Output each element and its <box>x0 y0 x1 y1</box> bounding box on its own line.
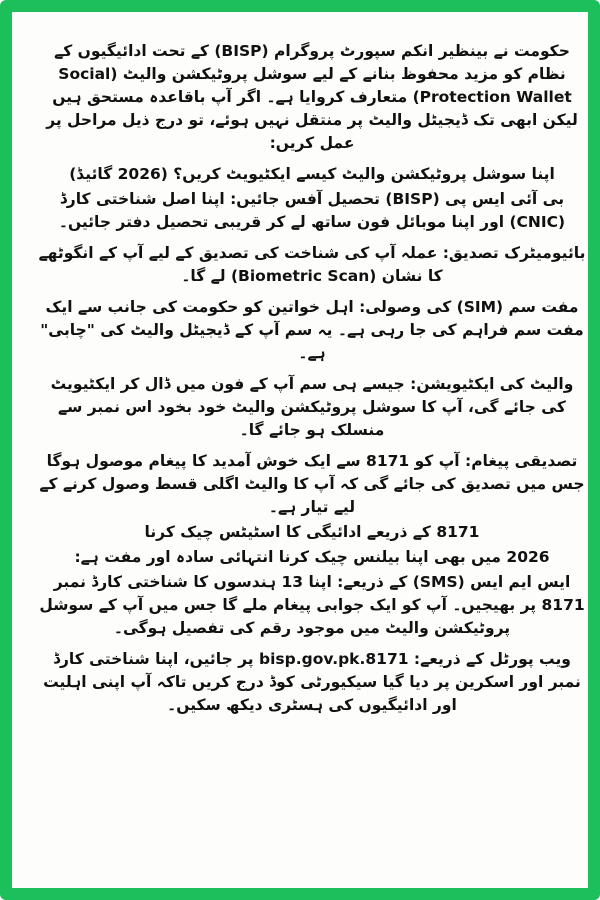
step-biometric: بائیومیٹرک تصدیق: عملہ آپ کی شناخت کی تصدیق کے لیے آپ کے انگوٹھے کا نشان (Biometric Scan) لے گا۔ <box>38 244 586 285</box>
step-confirmation-message: تصدیقی پیغام: آپ کو 8171 سے ایک خوش آمدید کا پیغام موصول ہوگا جس میں تصدیق کی جائے گی کہ آپ کا والیٹ اگلی قسط وصول کرنے کے لیے تیار ہے۔ <box>39 452 585 516</box>
method-web-portal: ویب پورٹل کے ذریعے: bisp.gov.pk.8171 پر جائیں، اپنا شناختی کارڈ نمبر اور اسکرین پر دیا گیا سیکیورٹی کوڈ درج کریں تاکہ آپ اپنی اہلیت اور ادائیگیوں کی ہسٹری دیکھ سکیں۔ <box>43 650 581 714</box>
step-wallet-activation: والیٹ کی ایکٹیویشن: جیسے ہی سم آپ کے فون میں ڈال کر ایکٹیویٹ کی جائے گی، آپ کا سوشل پروٹیکشن والیٹ خود بخود اس نمبر سے منسلک ہو جائے گا۔ <box>50 375 574 439</box>
step-free-sim: مفت سم (SIM) کی وصولی: اہل خواتین کو حکومت کی جانب سے ایک مفت سم فراہم کی جا رہی ہے۔ یہ سم آپ کے ڈیجیٹل والیٹ کی "چابی" ہے۔ <box>40 298 584 362</box>
section-heading-8171: 8171 کے ذریعے ادائیگی کا اسٹیٹس چیک کرنا <box>144 523 480 541</box>
section-heading-activation: اپنا سوشل پروٹیکشن والیٹ کیسے ایکٹیویٹ کریں؟ (2026 گائیڈ) <box>69 165 555 183</box>
intro-paragraph: حکومت نے بینظیر انکم سپورٹ پروگرام (BISP) کے تحت ادائیگیوں کے نظام کو مزید محفوظ بنانے کے لیے سوشل پروٹیکشن والیٹ (Social Protection Wallet) متعارف کروایا ہے۔ اگر آپ باقاعدہ مستحق ہیں لیکن ابھی تک ڈیجیٹل والیٹ پر منتقل نہیں ہوئے، تو درج ذیل مراحل پر عمل کریں: <box>46 42 578 152</box>
method-sms: ایس ایم ایس (SMS) کے ذریعے: اپنا 13 ہندسوں کا شناختی کارڈ نمبر 8171 پر بھیجیں۔ آپ کو ایک جوابی پیغام ملے گا جس میں آپ کے سوشل پروٹیکشن والیٹ میں موجود رقم کی تفصیل ہوگی۔ <box>39 573 585 637</box>
article-body <box>38 40 586 888</box>
step-tehsil-office: بی آئی ایس پی (BISP) تحصیل آفس جائیں: اپنا اصل شناختی کارڈ (CNIC) اور اپنا موبائل فون ساتھ لے کر قریبی تحصیل دفتر جائیں۔ <box>58 190 566 231</box>
balance-intro: 2026 میں بھی اپنا بیلنس چیک کرنا انتہائی سادہ اور مفت ہے: <box>74 548 550 566</box>
